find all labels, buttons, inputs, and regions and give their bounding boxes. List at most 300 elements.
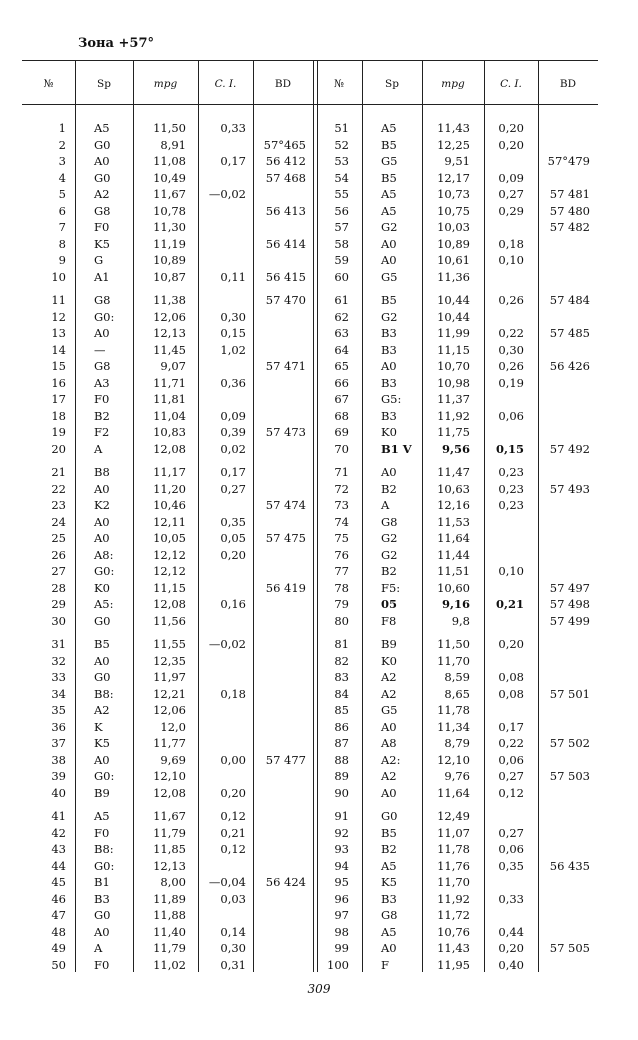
spectral-type: F8 [381,613,397,628]
star-number: 6 [58,203,66,218]
spectral-type: G0 [94,137,111,152]
column-divider [133,60,134,972]
spectral-type: A2 [94,187,110,201]
star-number: 56 [334,203,349,218]
spectral-type: B5 [381,137,397,152]
star-number: 54 [334,170,349,185]
color-index: 0,11 [220,269,246,284]
spectral-type: G2 [381,547,398,562]
star-number: 55 [334,187,349,201]
bd-number: 56 414 [265,236,306,251]
magnitude: 11,50 [437,637,470,651]
column-divider [75,60,76,972]
bd-number: 57 498 [549,597,590,611]
magnitude: 11,37 [437,392,470,406]
star-number: 46 [51,891,66,906]
spectral-type: A0 [381,253,397,267]
color-index: 0,20 [498,121,524,135]
color-index: 0,23 [498,465,524,479]
magnitude: 12,0 [160,719,186,734]
spectral-type: A0 [94,752,110,767]
magnitude: 8,79 [444,736,470,750]
color-index: 0,20 [498,137,524,152]
magnitude: 10,76 [437,924,470,939]
spectral-type: A0 [381,236,397,251]
spectral-type: A0 [94,531,110,545]
star-number: 26 [51,547,66,562]
spectral-type: B1 V [381,441,412,456]
color-index: 0,06 [498,752,524,767]
color-index: 0,27 [498,187,524,201]
color-index: 0,18 [220,686,246,701]
color-index: 0,35 [220,514,246,529]
bd-number: 57°465 [263,137,306,152]
spectral-type: B5 [381,293,397,307]
color-index: 0,21 [220,825,246,840]
spectral-type: B2 [381,564,397,578]
star-number: 57 [334,220,349,234]
spectral-type: B8: [94,686,114,701]
header-ci-left: C. I. [214,78,237,90]
color-index: 0,30 [498,342,524,357]
star-number: 69 [334,425,349,439]
color-index: 0,36 [220,375,246,390]
color-index: 0,12 [220,842,246,856]
column-divider [253,60,254,972]
spectral-type: A0 [94,514,110,529]
color-index: 0,22 [498,326,524,340]
magnitude: 11,72 [437,908,470,922]
spectral-type: A8: [94,547,114,562]
magnitude: 10,61 [437,253,470,267]
magnitude: 12,11 [153,514,186,529]
column-divider [198,60,199,972]
magnitude: 9,07 [160,359,186,373]
magnitude: 11,43 [437,941,470,955]
magnitude: 10,46 [153,498,186,512]
star-number: 89 [334,769,349,783]
color-index: 0,15 [220,326,246,340]
star-number: 82 [334,653,349,668]
star-number: 58 [334,236,349,251]
spectral-type: B3 [381,326,397,340]
spectral-type: F5: [381,580,401,595]
color-index: —0,02 [208,187,246,201]
star-number: 74 [334,514,349,529]
spectral-type: A0 [381,785,397,800]
color-index: 0,15 [495,441,524,456]
magnitude: 11,92 [437,408,470,423]
color-index: 0,00 [220,752,246,767]
star-number: 67 [334,392,349,406]
magnitude: 11,53 [437,514,470,529]
star-number: 42 [51,825,66,840]
spectral-type: F [381,957,389,972]
magnitude: 8,91 [160,137,186,152]
star-number: 5 [58,187,66,201]
star-number: 70 [334,441,349,456]
spectral-type: G8 [381,908,398,922]
color-index: 0,39 [220,425,246,439]
magnitude: 10,63 [437,481,470,496]
color-index: 0,12 [498,785,524,800]
magnitude: 11,45 [153,342,186,357]
bd-number: 57 499 [549,613,590,628]
magnitude: 11,02 [153,957,186,972]
magnitude: 11,77 [153,736,186,750]
spectral-type: F2 [94,425,110,439]
magnitude: 12,13 [153,326,186,340]
magnitude: 12,12 [153,564,186,578]
star-number: 27 [51,564,66,578]
spectral-type: G5 [381,269,398,284]
spectral-type: B3 [381,375,397,390]
spectral-type: K0 [94,580,110,595]
star-number: 23 [51,498,66,512]
column-divider [362,60,363,972]
spectral-type: A [381,498,390,512]
star-number: 63 [334,326,349,340]
spectral-type: A5 [381,203,397,218]
header-bd-right: BD [559,78,577,90]
star-number: 85 [334,703,349,717]
star-number: 78 [334,580,349,595]
bd-number: 56 413 [265,203,306,218]
magnitude: 12,25 [437,137,470,152]
color-index: 0,18 [498,236,524,251]
magnitude: 12,17 [437,170,470,185]
spectral-type: B9 [381,637,397,651]
star-number: 49 [51,941,66,955]
magnitude: 11,81 [153,392,186,406]
star-number: 12 [51,309,66,324]
header-sp-right: Sp [385,78,399,90]
star-number: 93 [334,842,349,856]
star-number: 75 [334,531,349,545]
spectral-type: G8 [94,359,111,373]
color-index: 0,12 [220,809,246,823]
color-index: 0,23 [498,481,524,496]
magnitude: 12,08 [153,785,186,800]
spectral-type: G0 [381,809,398,823]
spectral-type: A2 [381,769,397,783]
spectral-type: A5: [94,597,114,611]
magnitude: 10,44 [437,293,470,307]
magnitude: 11,89 [153,891,186,906]
star-number: 99 [334,941,349,955]
spectral-type: A8 [381,736,397,750]
spectral-type: G0 [94,613,111,628]
star-number: 16 [51,375,66,390]
bd-number: 56 415 [265,269,306,284]
spectral-type: A5 [381,187,397,201]
spectral-type: G0: [94,858,115,873]
star-number: 41 [51,809,66,823]
star-number: 73 [334,498,349,512]
bd-number: 57 474 [265,498,306,512]
page-number: 309 [307,982,331,996]
magnitude: 11,55 [153,637,186,651]
magnitude: 11,99 [437,326,470,340]
star-number: 86 [334,719,349,734]
color-index: 0,22 [498,736,524,750]
header-mpg-left: mpg [153,78,178,90]
magnitude: 8,59 [444,670,470,684]
spectral-type: A5 [381,924,397,939]
spectral-type: B3 [381,891,397,906]
bd-number: 57 501 [549,686,590,701]
color-index: 0,26 [498,359,524,373]
spectral-type: G5 [381,703,398,717]
color-index: 0,06 [498,408,524,423]
header-bottom-rule [22,104,598,105]
star-number: 61 [334,293,349,307]
magnitude: 10,75 [437,203,470,218]
star-number: 79 [334,597,349,611]
color-index: 0,17 [220,154,246,168]
bd-number: 57 482 [549,220,590,234]
color-index: 0,44 [498,924,524,939]
spectral-type: B3 [381,408,397,423]
color-index: 0,26 [498,293,524,307]
spectral-type: B8: [94,842,114,856]
bd-number: 57 481 [549,187,590,201]
spectral-type: B5 [381,825,397,840]
color-index: —0,02 [208,637,246,651]
magnitude: 9,51 [444,154,470,168]
zone-title: Зона +57° [78,36,154,51]
magnitude: 11,08 [153,154,186,168]
color-index: 0,27 [498,769,524,783]
spectral-type: G8 [381,514,398,529]
color-index: —0,04 [208,875,246,889]
star-number: 90 [334,785,349,800]
magnitude: 10,49 [153,170,186,185]
star-number: 15 [51,359,66,373]
bd-number: 57 480 [549,203,590,218]
magnitude: 12,13 [153,858,186,873]
spectral-type: F0 [94,957,110,972]
bd-number: 57°479 [547,154,590,168]
star-number: 98 [334,924,349,939]
star-number: 1 [58,121,66,135]
spectral-type: G2 [381,531,398,545]
spectral-type: G0: [94,564,115,578]
star-number: 38 [51,752,66,767]
spectral-type: B5 [381,170,397,185]
magnitude: 11,30 [153,220,186,234]
spectral-type: G2 [381,309,398,324]
spectral-type: G5: [381,392,402,406]
star-number: 68 [334,408,349,423]
star-number: 65 [334,359,349,373]
star-number: 81 [334,637,349,651]
spectral-type: A3 [94,375,110,390]
spectral-type: A0 [94,326,110,340]
magnitude: 11,51 [437,564,470,578]
spectral-type: B2 [94,408,110,423]
magnitude: 11,78 [437,842,470,856]
magnitude: 11,56 [153,613,186,628]
spectral-type: A1 [94,269,110,284]
spectral-type: A5 [94,121,110,135]
color-index: 0,29 [498,203,524,218]
spectral-type: K2 [94,498,110,512]
magnitude: 10,03 [437,220,470,234]
bd-number: 57 503 [549,769,590,783]
magnitude: 11,88 [153,908,186,922]
magnitude: 11,15 [153,580,186,595]
star-number: 4 [58,170,66,185]
spectral-type: — [94,342,106,357]
magnitude: 11,64 [437,785,470,800]
spectral-type: A5 [94,809,110,823]
color-index: 0,35 [498,858,524,873]
spectral-type: F0 [94,825,110,840]
spectral-type: A0 [381,719,397,734]
color-index: 0,10 [498,564,524,578]
color-index: 0,27 [220,481,246,496]
magnitude: 11,85 [153,842,186,856]
bd-number: 57 492 [549,441,590,456]
bd-number: 56 435 [549,858,590,873]
spectral-type: A0 [381,359,397,373]
spectral-type: A0 [381,941,397,955]
star-number: 43 [51,842,66,856]
bd-number: 56 412 [265,154,306,168]
star-number: 34 [51,686,66,701]
spectral-type: A2 [94,703,110,717]
magnitude: 11,71 [153,375,186,390]
star-number: 96 [334,891,349,906]
star-number: 39 [51,769,66,783]
magnitude: 9,56 [441,441,470,456]
color-index: 0,08 [498,686,524,701]
spectral-type: A5 [381,858,397,873]
color-index: 0,05 [220,531,246,545]
spectral-type: G0: [94,309,115,324]
star-number: 20 [51,441,66,456]
star-number: 94 [334,858,349,873]
spectral-type: G2 [381,220,398,234]
spectral-type: G0: [94,769,115,783]
star-number: 40 [51,785,66,800]
bd-number: 57 493 [549,481,590,496]
star-number: 62 [334,309,349,324]
star-number: 30 [51,613,66,628]
magnitude: 12,21 [153,686,186,701]
spectral-type: A [94,441,103,456]
spectral-type: A2: [381,752,401,767]
spectral-type: G5 [381,154,398,168]
magnitude: 11,67 [153,187,186,201]
magnitude: 11,38 [153,293,186,307]
star-number: 77 [334,564,349,578]
spectral-type: B9 [94,785,110,800]
magnitude: 12,08 [153,597,186,611]
star-number: 76 [334,547,349,562]
magnitude: 10,05 [153,531,186,545]
star-number: 80 [334,613,349,628]
spectral-type: A2 [381,686,397,701]
star-number: 10 [51,269,66,284]
magnitude: 9,16 [441,597,470,611]
bd-number: 57 473 [265,425,306,439]
color-index: 0,19 [498,375,524,390]
spectral-type: A [94,941,103,955]
color-index: 0,21 [495,597,524,611]
star-number: 53 [334,154,349,168]
star-number: 52 [334,137,349,152]
magnitude: 9,69 [160,752,186,767]
bd-number: 57 485 [549,326,590,340]
magnitude: 11,76 [437,858,470,873]
color-index: 0,16 [220,597,246,611]
color-index: 0,20 [498,637,524,651]
color-index: 0,33 [498,891,524,906]
spectral-type: G [94,253,104,267]
magnitude: 9,8 [451,613,470,628]
column-divider [538,60,539,972]
spectral-type: F0 [94,220,110,234]
spectral-type: G0 [94,170,111,185]
color-index: 0,20 [498,941,524,955]
magnitude: 11,07 [437,825,470,840]
magnitude: 10,87 [153,269,186,284]
star-number: 28 [51,580,66,595]
magnitude: 11,15 [437,342,470,357]
color-index: 0,02 [220,441,246,456]
star-number: 66 [334,375,349,390]
magnitude: 12,16 [437,498,470,512]
spectral-type: K0 [381,653,397,668]
header-number-left: № [43,78,54,90]
magnitude: 11,40 [153,924,186,939]
header-bd-left: BD [274,78,292,90]
column-divider [422,60,423,972]
magnitude: 11,67 [153,809,186,823]
magnitude: 11,04 [153,408,186,423]
magnitude: 11,70 [437,653,470,668]
magnitude: 9,76 [444,769,470,783]
star-number: 92 [334,825,349,840]
spectral-type: B3 [94,891,110,906]
color-index: 0,23 [498,498,524,512]
star-number: 71 [334,465,349,479]
spectral-type: K [94,719,103,734]
color-index: 1,02 [220,342,246,357]
star-number: 17 [51,392,66,406]
magnitude: 11,43 [437,121,470,135]
color-index: 0,20 [220,785,246,800]
spectral-type: B5 [94,637,110,651]
magnitude: 12,10 [437,752,470,767]
spectral-type: A0 [94,481,110,496]
magnitude: 11,79 [153,941,186,955]
spectral-type: G0 [94,908,111,922]
star-number: 95 [334,875,349,889]
spectral-type: A0 [381,465,397,479]
star-number: 32 [51,653,66,668]
spectral-type: A5 [381,121,397,135]
magnitude: 11,36 [437,269,470,284]
spectral-type: A0 [94,154,110,168]
magnitude: 11,44 [437,547,470,562]
magnitude: 10,73 [437,187,470,201]
magnitude: 12,35 [153,653,186,668]
star-number: 97 [334,908,349,922]
star-number: 83 [334,670,349,684]
